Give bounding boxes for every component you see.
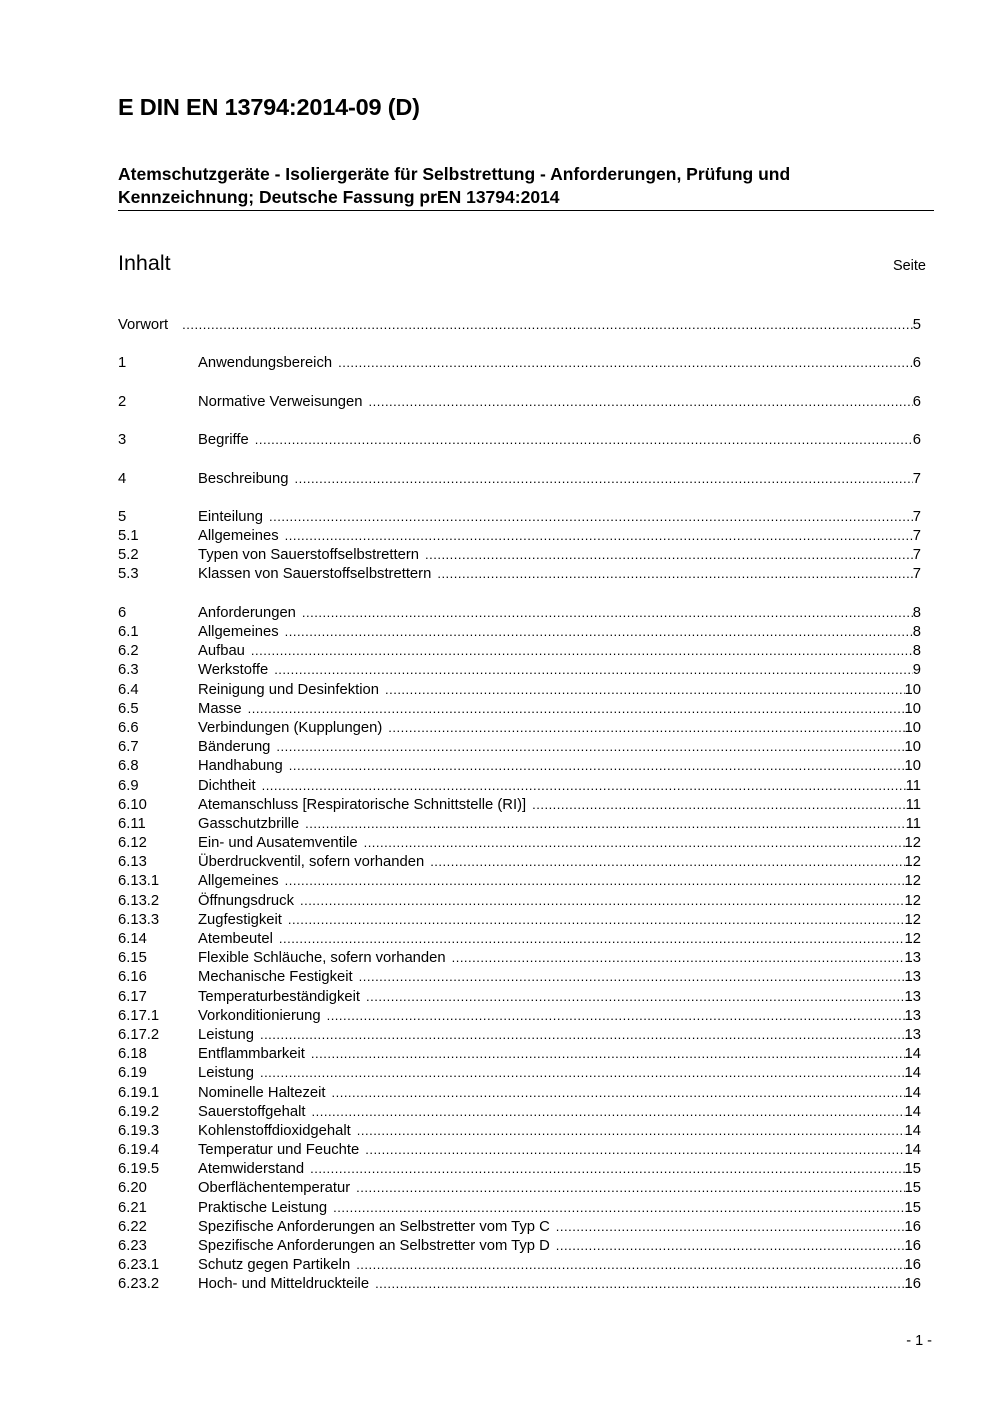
toc-entry-page: 7 [912,508,921,525]
toc-entry-title: Sauerstoffgehalt [198,1103,306,1120]
toc-dot-leader [260,1025,905,1044]
toc-dot-leader [251,641,913,660]
toc-dot-leader [255,430,913,449]
toc-entry[interactable] [118,756,921,775]
toc-entry-title: Verbindungen (Kupplungen) [198,719,383,736]
toc-entry-number: 6.16 [118,969,147,986]
toc-entry[interactable] [118,353,921,372]
toc-entry[interactable] [118,1140,921,1159]
toc-dot-leader [285,622,913,641]
toc-entry[interactable] [118,891,921,910]
toc-entry-number: 6.10 [118,796,147,813]
toc-entry-page: 13 [904,969,921,986]
toc-dot-leader [556,1217,905,1236]
toc-entry-title: Dichtheit [198,777,256,794]
toc-entry-number: 3 [118,432,127,449]
toc-entry-page: 16 [904,1238,921,1254]
toc-entry[interactable] [118,526,921,545]
toc-entry-title: Entflammbarkeit [198,1046,305,1063]
toc-entry[interactable] [118,1083,921,1102]
toc-entry[interactable] [118,430,921,449]
document-title [118,163,934,211]
document-title-line-1: Atemschutzgeräte - Isoliergeräte für Selbstrettung - Anforderungen, Prüfung und [118,164,791,184]
toc-entry-page: 12 [904,835,921,852]
toc-entry-number: 6.9 [118,777,139,794]
toc-dot-leader [364,833,905,852]
toc-entry-number: 6.23 [118,1238,147,1254]
toc-entry[interactable] [118,987,921,1006]
toc-entry-title: Klassen von Sauerstoffselbstrettern [198,566,432,583]
toc-entry-page: 7 [912,470,921,487]
toc-entry-page: 14 [904,1084,921,1101]
toc-entry-page: 13 [904,1007,921,1024]
toc-entry-number: 2 [118,393,127,410]
toc-entry-page: 6 [912,393,921,410]
toc-entry-number: 6.21 [118,1199,147,1216]
toc-entry[interactable] [118,392,921,411]
toc-entry-page: 16 [904,1257,921,1274]
toc-dot-leader [305,814,905,833]
toc-entry-title: Kohlenstoffdioxidgehalt [198,1122,351,1139]
toc-entry-number: 5 [118,508,127,525]
toc-entry-page: 12 [904,854,921,871]
toc-entry[interactable] [118,641,921,660]
toc-entry[interactable] [118,507,921,526]
toc-entry-page: 11 [905,796,921,813]
toc-entry-page: 11 [905,777,921,794]
toc-entry[interactable] [118,680,921,699]
toc-entry[interactable] [118,1063,921,1082]
toc-entry[interactable] [118,699,921,718]
toc-entry-title: Anwendungsbereich [198,355,333,372]
toc-dot-leader [260,1063,905,1082]
toc-dot-leader [532,795,906,814]
toc-entry-number: 5.3 [118,566,139,583]
toc-entry-number: 6.19.4 [118,1142,160,1159]
toc-dot-leader [285,871,905,890]
toc-entry-page: 14 [904,1103,921,1120]
toc-entry-page: 10 [904,719,921,736]
toc-dot-leader [248,699,905,718]
toc-entry-number: 6.15 [118,950,147,967]
toc-entry-page: 11 [905,815,921,832]
toc-entry-number: 6 [118,604,127,621]
toc-dot-leader [375,1274,904,1293]
toc-entry-number: 6.20 [118,1180,147,1197]
toc-entry[interactable] [118,776,921,795]
toc-entry-number: 6.6 [118,719,139,736]
toc-dot-leader [276,737,904,756]
toc-entry-page: 15 [904,1180,921,1197]
toc-dot-leader [300,891,905,910]
toc-entry-number: 6.23.1 [118,1257,160,1274]
toc-entry-number: 6.19 [118,1065,147,1082]
toc-entry[interactable] [118,564,921,583]
toc-entry-number: 6.7 [118,739,139,756]
toc-dot-leader [359,967,905,986]
toc-entry-number: 6.4 [118,681,139,698]
toc-entry-number: 6.19.5 [118,1161,160,1178]
page-number: - 1 - [906,1333,932,1349]
toc-entry[interactable] [118,814,921,833]
toc-entry-page: 13 [904,988,921,1005]
toc-entry-number: 6.3 [118,662,139,679]
toc-dot-leader [338,353,913,372]
toc-entry[interactable] [118,1044,921,1063]
toc-entry-page: 12 [904,892,921,909]
toc-entry[interactable] [118,1217,921,1236]
toc-entry-title: Normative Verweisungen [198,393,363,410]
toc-entry-title: Atembeutel [198,931,273,947]
toc-dot-leader [385,680,905,699]
toc-entry-number: 6.18 [118,1046,147,1063]
toc-entry-number: 6.19.1 [118,1084,160,1101]
toc-entry[interactable] [118,315,921,334]
toc-entry-page: 6 [912,355,921,372]
toc-entry-title: Temperaturbeständigkeit [198,988,361,1005]
toc-entry[interactable] [118,910,921,929]
toc-dot-leader [556,1236,905,1255]
toc-entry-title: Temperatur und Feuchte [198,1142,360,1159]
toc-entry-title: Allgemeines [198,624,279,640]
toc-entry-number: 6.8 [118,758,139,775]
toc-dot-leader [262,776,906,795]
toc-dot-leader [302,603,913,622]
toc-entry-title: Leistung [198,1026,254,1043]
toc-entry[interactable] [118,737,921,756]
toc-entry-number: 6.17 [118,988,147,1005]
toc-entry-number: 6.13.3 [118,911,160,928]
toc-entry-page: 14 [904,1122,921,1139]
toc-dot-leader [274,660,913,679]
toc-entry[interactable] [118,1178,921,1197]
toc-entry-number: 6.19.3 [118,1122,160,1139]
toc-entry[interactable] [118,1006,921,1025]
toc-entry-number: 6.17.2 [118,1026,160,1043]
toc-entry-number: 5.2 [118,547,139,564]
toc-entry-page: 16 [904,1276,921,1293]
toc-entry-title: Spezifische Anforderungen an Selbstretter vom Typ C [198,1218,550,1235]
toc-entry[interactable] [118,1102,921,1121]
toc-entry-title: Nominelle Haltezeit [198,1084,326,1101]
toc-dot-leader [182,315,913,334]
toc-entry-page: 15 [904,1161,921,1178]
toc-entry-number: 6.2 [118,643,139,660]
toc-dot-leader [295,469,913,488]
toc-entry-title: Oberflächentemperatur [198,1180,351,1197]
toc-entry-page: 12 [904,911,921,928]
toc-entry-page: 8 [912,604,921,621]
toc-entry-page: 10 [904,681,921,698]
toc-entry-title: Typen von Sauerstoffselbstrettern [198,547,419,564]
toc-entry-page: 13 [904,950,921,967]
toc-entry-title: Zugfestigkeit [198,911,282,928]
toc-entry-title: Werkstoffe [198,662,269,679]
toc-dot-leader [269,507,913,526]
toc-dot-leader [366,987,904,1006]
toc-entry[interactable] [118,1159,921,1178]
toc-entry-title: Flexible Schläuche, sofern vorhanden [198,950,446,967]
toc-entry-title: Ein- und Ausatemventile [198,835,358,852]
toc-entry-title: Vorkonditionierung [198,1007,321,1024]
toc-entry-page: 16 [904,1218,921,1235]
toc-entry[interactable] [118,1198,921,1217]
toc-entry[interactable] [118,622,921,641]
toc-entry-page: 14 [904,1046,921,1063]
toc-entry-title: Beschreibung [198,470,289,487]
toc-entry-page: 13 [904,1026,921,1043]
toc-entry[interactable] [118,1121,921,1140]
toc-dot-leader [310,1159,904,1178]
toc-entry[interactable] [118,852,921,871]
toc-entry-page: 12 [904,931,921,947]
toc-entry-number: 6.23.2 [118,1276,160,1293]
toc-entry-number: 6.13 [118,854,147,871]
toc-page-column-label: Seite [892,258,926,274]
toc-entry-title: Aufbau [198,643,245,660]
toc-entry-page: 8 [912,624,921,640]
toc-dot-leader [365,1140,904,1159]
toc-heading: Inhalt [118,251,171,275]
toc-entry-title: Hoch- und Mitteldruckteile [198,1276,370,1293]
toc-entry-page: 6 [912,432,921,449]
toc-entry-title: Reinigung und Desinfektion [198,681,379,698]
toc-entry-number: 4 [118,470,127,487]
toc-entry-page: 5 [912,317,921,333]
toc-entry-number: 6.19.2 [118,1103,160,1120]
toc-dot-leader [452,948,905,967]
toc-dot-leader [312,1102,905,1121]
toc-entry[interactable] [118,1236,921,1255]
toc-entry-title: Masse [198,700,242,717]
toc-entry-title: Praktische Leistung [198,1199,328,1216]
toc-entry-number: 6.22 [118,1218,147,1235]
toc-entry-title: Schutz gegen Partikeln [198,1257,351,1274]
toc-dot-leader [327,1006,905,1025]
toc-entry-number: 6.17.1 [118,1007,160,1024]
toc-entry[interactable] [118,833,921,852]
toc-entry[interactable] [118,948,921,967]
toc-entry-page: 9 [912,662,921,679]
toc-dot-leader [388,718,904,737]
toc-dot-leader [357,1121,905,1140]
toc-entry[interactable] [118,660,921,679]
toc-entry-number: 6.5 [118,700,139,717]
toc-entry[interactable] [118,871,921,890]
toc-entry-page: 15 [904,1199,921,1216]
toc-entry-number: 6.1 [118,624,139,640]
toc-entry-page: 7 [912,547,921,564]
toc-dot-leader [311,1044,905,1063]
toc-entry[interactable] [118,545,921,564]
toc-entry[interactable] [118,967,921,986]
toc-dot-leader [331,1083,904,1102]
toc-entry[interactable] [118,603,921,622]
toc-entry-title: Überdruckventil, sofern vorhanden [198,854,425,871]
toc-entry-title: Spezifische Anforderungen an Selbstretter vom Typ D [198,1238,550,1254]
toc-dot-leader [356,1178,904,1197]
table-of-contents [118,315,921,1294]
toc-entry[interactable] [118,469,921,488]
toc-dot-leader [356,1255,904,1274]
toc-entry-title: Atemwiderstand [198,1161,305,1178]
toc-dot-leader [285,526,913,545]
toc-entry-number: 6.12 [118,835,147,852]
toc-entry-number: 6.13.2 [118,892,160,909]
toc-entry-title: Öffnungsdruck [198,892,294,909]
toc-dot-leader [430,852,904,871]
toc-entry-number: 5.1 [118,528,139,545]
toc-entry-title: Einteilung [198,508,263,525]
toc-entry[interactable] [118,718,921,737]
toc-dot-leader [289,756,905,775]
toc-entry-title: Mechanische Festigkeit [198,969,353,986]
toc-entry-page: 10 [904,739,921,756]
toc-entry[interactable] [118,1255,921,1274]
toc-dot-leader [279,929,905,948]
toc-entry-page: 12 [904,873,921,890]
toc-entry-page: 8 [912,643,921,660]
toc-dot-leader [425,545,913,564]
toc-entry[interactable] [118,1025,921,1044]
toc-entry-page: 7 [912,566,921,583]
toc-entry-title: Anforderungen [198,604,296,621]
toc-entry[interactable] [118,795,921,814]
toc-entry-page: 10 [904,758,921,775]
toc-entry-number: 6.13.1 [118,873,160,890]
toc-entry-title: Allgemeines [198,528,279,545]
toc-entry-number: 6.11 [118,815,146,832]
toc-entry-page: 7 [912,528,921,545]
toc-entry[interactable] [118,1274,921,1293]
toc-entry[interactable] [118,929,921,948]
toc-entry-title: Gasschutzbrille [198,815,300,832]
document-id: E DIN EN 13794:2014-09 (D) [118,94,420,120]
toc-entry-title: Atemanschluss [Respiratorische Schnittstelle (RI)] [198,796,527,813]
toc-entry-page: 10 [904,700,921,717]
toc-entry-page: 14 [904,1142,921,1159]
toc-dot-leader [437,564,912,583]
document-title-line-2: Kennzeichnung; Deutsche Fassung prEN 13794:2014 [118,187,560,207]
toc-entry-number: 6.14 [118,931,147,947]
toc-entry-title: Leistung [198,1065,254,1082]
toc-entry-title: Allgemeines [198,873,279,890]
toc-entry-number: 1 [118,355,127,372]
toc-dot-leader [369,392,913,411]
toc-dot-leader [333,1198,904,1217]
toc-entry-page: 14 [904,1065,921,1082]
toc-entry-title: Handhabung [198,758,283,775]
toc-entry-number: Vorwort [118,317,169,333]
toc-dot-leader [288,910,905,929]
toc-entry-title: Begriffe [198,432,249,449]
toc-entry-title: Bänderung [198,739,271,756]
